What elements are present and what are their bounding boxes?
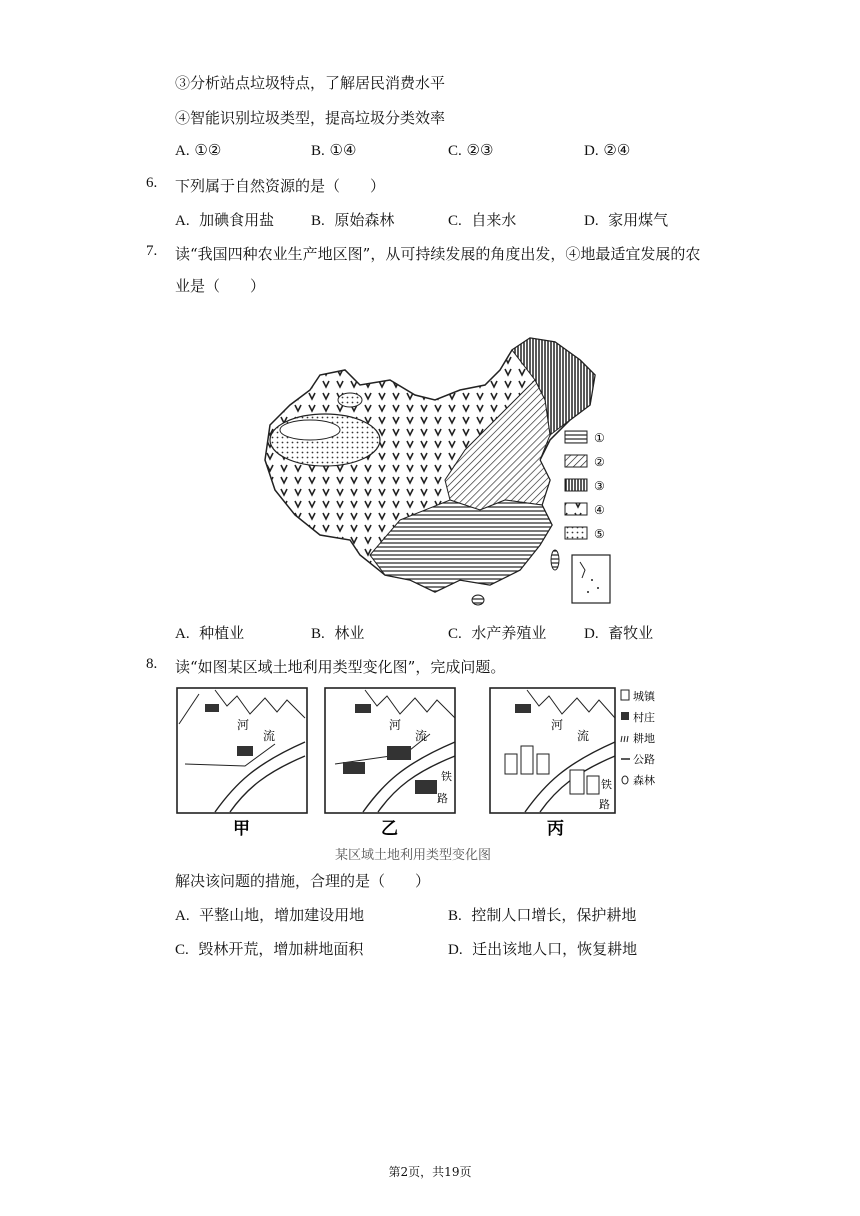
legend-3: ③ xyxy=(594,479,605,493)
land-use-change-figure xyxy=(175,684,675,864)
panel-label-jia: 甲 xyxy=(233,819,250,839)
q5-option-d[interactable]: D. ②④ xyxy=(584,141,631,159)
map-legend xyxy=(565,431,605,541)
svg-text:耕地: 耕地 xyxy=(633,732,655,745)
q6-option-d[interactable]: D. 家用煤气 xyxy=(584,211,669,229)
svg-text:流: 流 xyxy=(415,729,428,743)
question-stem-line1: 读“我国四种农业生产地区图”，从可持续发展的角度出发，④地最适宜发展的农 xyxy=(175,245,701,263)
question-stem: 下列属于自然资源的是（ ） xyxy=(175,177,386,195)
question-number: 8. xyxy=(146,656,158,672)
svg-text:路: 路 xyxy=(599,798,610,811)
legend-5: ⑤ xyxy=(594,527,605,541)
q7-option-c[interactable]: C. 水产养殖业 xyxy=(448,624,547,642)
legend-2: ② xyxy=(594,455,605,469)
svg-text:路: 路 xyxy=(437,792,448,805)
q8-option-c[interactable]: C. 毁林开荒，增加耕地面积 xyxy=(175,940,364,958)
panel-label-yi: 乙 xyxy=(381,819,398,839)
svg-text:河: 河 xyxy=(237,718,250,732)
svg-text:流: 流 xyxy=(577,729,590,743)
q8-option-a[interactable]: A. 平整山地，增加建设用地 xyxy=(175,906,365,924)
q7-option-b[interactable]: B. 林业 xyxy=(311,624,365,642)
panel-bing xyxy=(490,688,615,813)
legend-4: ④ xyxy=(594,503,605,517)
q7-option-a[interactable]: A. 种植业 xyxy=(175,624,245,642)
svg-text:流: 流 xyxy=(263,729,276,743)
question-stem-line2: 业是（ ） xyxy=(175,277,266,295)
svg-text:河: 河 xyxy=(389,718,402,732)
svg-text:公路: 公路 xyxy=(633,753,655,766)
svg-text:铁: 铁 xyxy=(601,778,612,791)
question-stem: 读“如图某区域土地利用类型变化图”，完成问题。 xyxy=(175,658,506,676)
south-sea-inset xyxy=(572,555,610,603)
question-number: 7. xyxy=(146,243,158,259)
svg-text:村庄: 村庄 xyxy=(633,711,655,724)
land-use-legend xyxy=(621,689,656,787)
panel-jia xyxy=(177,688,307,813)
q8-option-d[interactable]: D. 迁出该地人口，恢复耕地 xyxy=(448,940,638,958)
q5-option-a[interactable]: A. ①② xyxy=(175,141,222,159)
statement-4: ④智能识别垃圾类型，提高垃圾分类效率 xyxy=(175,109,446,127)
panel-yi xyxy=(325,688,455,813)
statement-3: ③分析站点垃圾特点，了解居民消费水平 xyxy=(175,74,446,92)
q6-option-a[interactable]: A. 加碘食用盐 xyxy=(175,211,275,229)
q5-option-c[interactable]: C. ②③ xyxy=(448,141,494,159)
question-number: 6. xyxy=(146,175,158,191)
svg-text:城镇: 城镇 xyxy=(633,690,655,703)
panel-label-bing: 丙 xyxy=(547,819,564,839)
sub-question-stem: 解决该问题的措施，合理的是（ ） xyxy=(175,872,431,890)
q5-option-b[interactable]: B. ①④ xyxy=(311,141,357,159)
svg-text:河: 河 xyxy=(551,718,564,732)
china-agriculture-map xyxy=(250,330,615,610)
svg-text:铁: 铁 xyxy=(441,770,452,783)
svg-text:森林: 森林 xyxy=(633,774,655,787)
q7-option-d[interactable]: D. 畜牧业 xyxy=(584,624,654,642)
q8-option-b[interactable]: B. 控制人口增长，保护耕地 xyxy=(448,906,637,924)
figure-caption: 某区域土地利用类型变化图 xyxy=(335,848,492,863)
legend-1: ① xyxy=(594,431,605,445)
q6-option-c[interactable]: C. 自来水 xyxy=(448,211,517,229)
page-footer: 第2页，共19页 xyxy=(388,1165,472,1179)
q6-option-b[interactable]: B. 原始森林 xyxy=(311,211,395,229)
